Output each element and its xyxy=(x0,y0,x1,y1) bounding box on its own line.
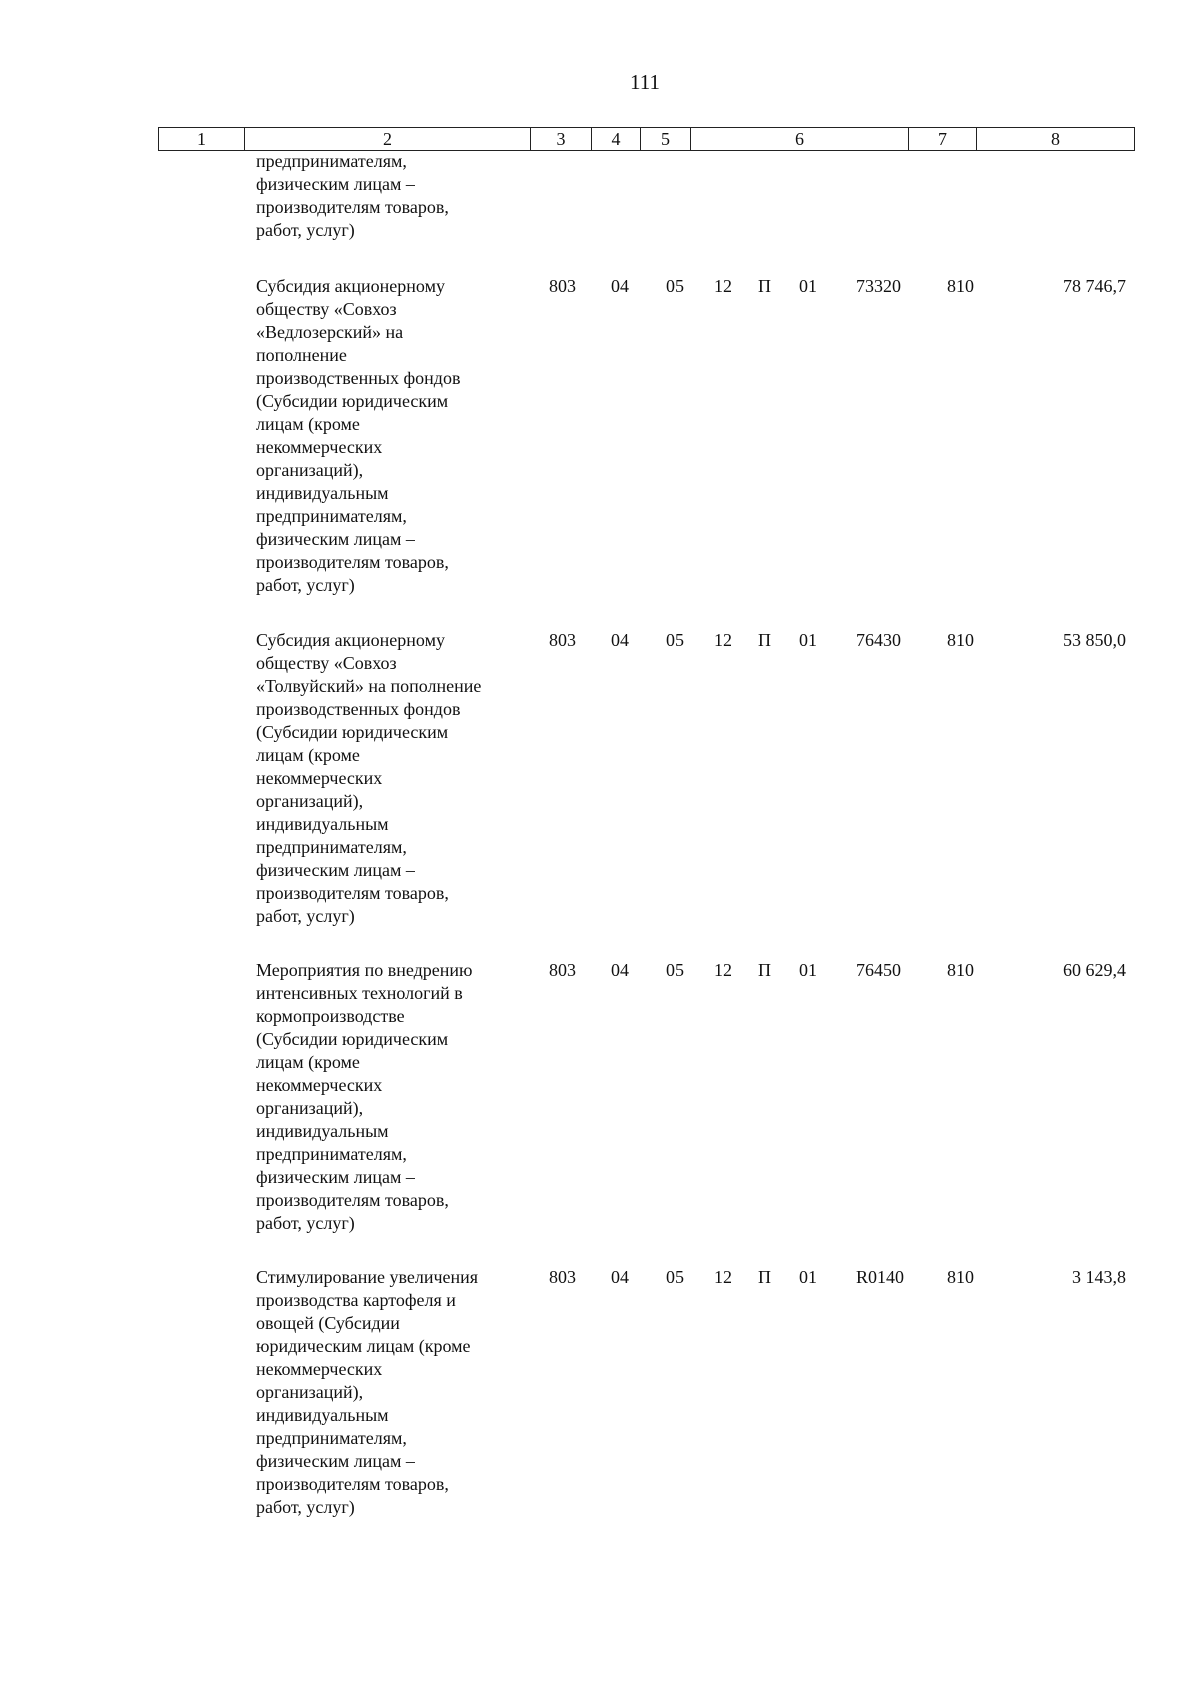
row-code-col5: 05 xyxy=(666,1267,684,1287)
row-code-col3: 803 xyxy=(549,960,576,980)
row-code-col7: 810 xyxy=(947,1267,974,1287)
header-col-6: 6 xyxy=(691,128,909,151)
row-code-col6-type: П xyxy=(758,960,771,980)
row-code-col6-sub: 01 xyxy=(799,276,817,296)
row-code-col3: 803 xyxy=(549,630,576,650)
row-code-col6-sub: 01 xyxy=(799,630,817,650)
row-code-col4: 04 xyxy=(611,630,629,650)
row-code-col6-type: П xyxy=(758,630,771,650)
row-amount: 78 746,7 xyxy=(1063,276,1126,296)
row-code-col3: 803 xyxy=(549,276,576,296)
header-row xyxy=(159,128,1135,151)
row-code-col6-direction: 76430 xyxy=(856,630,901,650)
row-amount: 60 629,4 xyxy=(1063,960,1126,980)
row-code-col5: 05 xyxy=(666,276,684,296)
row-code-col5: 05 xyxy=(666,960,684,980)
row-description: Субсидия акционерному обществу «Совхоз «Толвуйский» на пополнение производственных фондов (Субсидии юридическим лицам (кроме некоммерческих организаций), индивидуальным предпринимателям, физическим лицам – производителям товаров, работ, услуг) xyxy=(256,630,482,926)
row-code-col6-program: 12 xyxy=(714,630,732,650)
header-col-2: 2 xyxy=(245,128,531,151)
row-description: Стимулирование увеличения производства картофеля и овощей (Субсидии юридическим лицам (кроме некоммерческих организаций), индивидуальным предпринимателям, физическим лицам – производителям товаров, работ, услуг) xyxy=(256,1267,479,1517)
header-col-8: 8 xyxy=(977,128,1135,151)
column-header-table xyxy=(158,127,1135,151)
row-code-col6-sub: 01 xyxy=(799,1267,817,1287)
row-code-col7: 810 xyxy=(947,630,974,650)
row-code-col6-sub: 01 xyxy=(799,960,817,980)
row-amount: 53 850,0 xyxy=(1063,630,1126,650)
header-col-4: 4 xyxy=(592,128,641,151)
row-code-col6-direction: 73320 xyxy=(856,276,901,296)
page-number: 111 xyxy=(630,70,660,94)
row-code-col7: 810 xyxy=(947,960,974,980)
row-code-col4: 04 xyxy=(611,276,629,296)
row-code-col6-type: П xyxy=(758,1267,771,1287)
header-col-3: 3 xyxy=(531,128,592,151)
row-code-col6-direction: R0140 xyxy=(856,1267,905,1287)
row-code-col3: 803 xyxy=(549,1267,576,1287)
header-col-7: 7 xyxy=(909,128,977,151)
row-code-col6-program: 12 xyxy=(714,960,732,980)
continuation-text: предпринимателям, физическим лицам – производителям товаров, работ, услуг) xyxy=(256,151,449,240)
row-code-col6-program: 12 xyxy=(714,1267,732,1287)
row-description: Мероприятия по внедрению интенсивных технологий в кормопроизводстве (Субсидии юридическим лицам (кроме некоммерческих организаций), индивидуальным предпринимателям, физическим лицам – производителям товаров, работ, услуг) xyxy=(256,960,473,1233)
row-code-col7: 810 xyxy=(947,276,974,296)
row-description: Субсидия акционерному обществу «Совхоз «Ведлозерский» на пополнение производственных фондов (Субсидии юридическим лицам (кроме некоммерческих организаций), индивидуальным предпринимателям, физическим лицам – производителям товаров, работ, услуг) xyxy=(256,276,461,595)
header-col-1: 1 xyxy=(159,128,245,151)
header-col-5: 5 xyxy=(641,128,691,151)
row-amount: 3 143,8 xyxy=(1072,1267,1126,1287)
row-code-col6-type: П xyxy=(758,276,771,296)
row-code-col4: 04 xyxy=(611,960,629,980)
row-code-col4: 04 xyxy=(611,1267,629,1287)
row-code-col6-program: 12 xyxy=(714,276,732,296)
row-code-col5: 05 xyxy=(666,630,684,650)
row-code-col6-direction: 76450 xyxy=(856,960,901,980)
